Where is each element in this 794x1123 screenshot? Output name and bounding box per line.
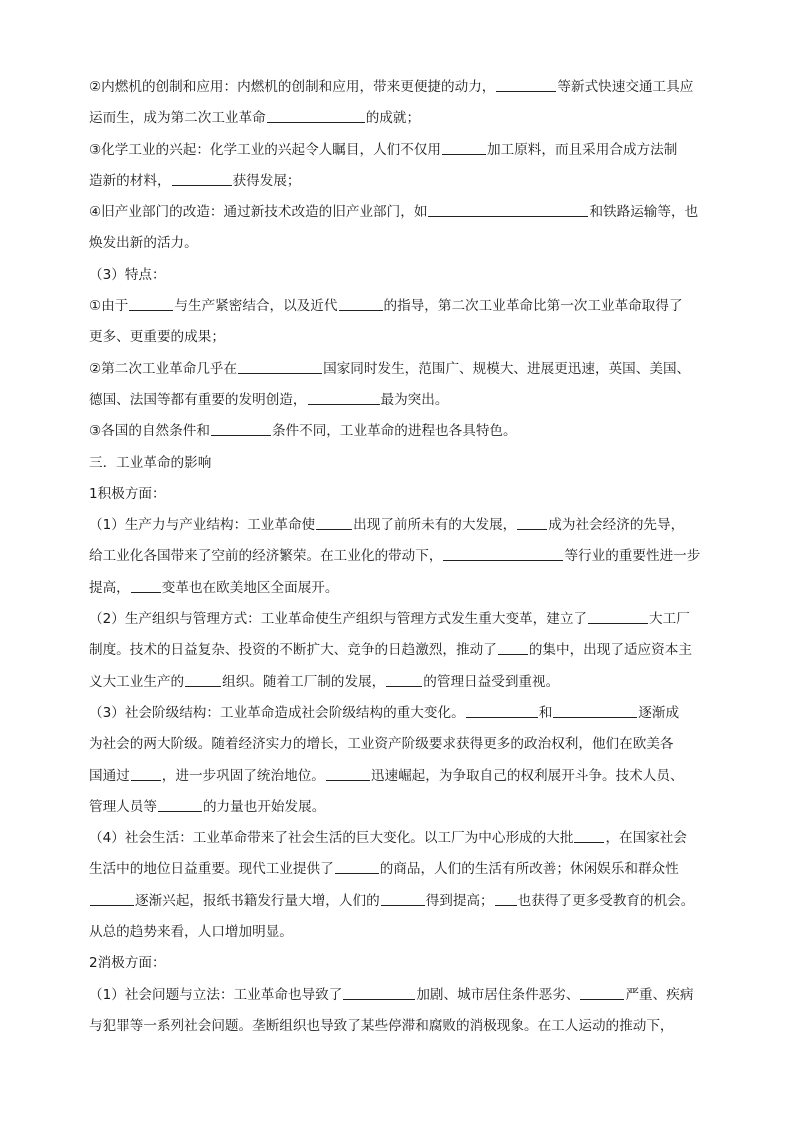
text-segment: （1）生产力与产业结构：工业革命使	[89, 517, 316, 534]
text-segment: ③化学工业的兴起：化学工业的兴起令人瞩目，人们不仅用	[89, 141, 442, 158]
text-segment: 成为社会经济的先导，	[548, 517, 685, 534]
text-segment: 为社会的两大阶级。随着经济实力的增长，工业资产阶级要求获得更多的政治权利，他们在欧美各	[89, 736, 674, 753]
text-line	[89, 510, 711, 541]
text-line	[89, 667, 711, 698]
fill-in-blank	[185, 672, 221, 687]
text-segment: 焕发出新的活力。	[89, 235, 198, 252]
document-body	[89, 72, 711, 1042]
text-segment: 也获得了更多受教育的机会。	[517, 892, 695, 909]
fill-in-blank	[428, 202, 588, 217]
fill-in-blank	[443, 546, 563, 561]
text-segment: ③各国的自然条件和	[89, 423, 210, 440]
text-line	[89, 792, 711, 823]
text-segment: 加剧、城市居住条件恶劣、	[416, 986, 580, 1003]
text-segment: ，进一步巩固了统治地位。	[161, 767, 325, 784]
text-segment: （4）社会生活：工业革命带来了社会生活的巨大变化。以工厂为中心形成的大批	[89, 830, 574, 847]
text-segment: 变革也在欧美地区全面展开。	[161, 579, 339, 596]
fill-in-blank	[442, 140, 486, 155]
text-segment: 的指导，第二次工业革命比第一次工业革命取得了	[383, 298, 683, 315]
text-segment: 的力量也开始发展。	[202, 798, 326, 815]
fill-in-blank	[498, 640, 528, 655]
text-segment: 管理人员等	[89, 798, 157, 815]
fill-in-blank	[553, 703, 637, 718]
text-segment: 国通过	[89, 767, 130, 784]
text-line	[89, 72, 711, 103]
text-segment: 组织。随着工厂制的发展，	[222, 673, 386, 690]
text-line	[89, 541, 711, 572]
text-line	[89, 135, 711, 166]
text-segment: 获得发展；	[232, 172, 301, 189]
text-segment: 等新式快速交通工具应	[557, 79, 694, 95]
fill-in-blank	[316, 515, 352, 530]
text-line	[89, 604, 711, 635]
fill-in-blank	[238, 359, 322, 374]
text-segment: 逐渐兴起，报纸书籍发行量大增，人们的	[135, 892, 380, 909]
text-line	[89, 917, 711, 948]
text-segment: 的成就；	[365, 110, 421, 127]
fill-in-blank	[211, 421, 271, 436]
subsection-heading	[89, 479, 711, 510]
text-line	[89, 103, 711, 134]
text-segment: 国家同时发生，范围广、规模大、进展更迅速，英国、美国、	[323, 360, 691, 377]
text-line	[89, 1011, 711, 1042]
text-line	[89, 573, 711, 604]
fill-in-blank	[158, 797, 202, 812]
fill-in-blank	[466, 703, 538, 718]
fill-in-blank	[517, 515, 547, 530]
text-segment: 从总的趋势来看，人口增加明显。	[89, 924, 293, 941]
text-segment: 严重、疾病	[625, 986, 694, 1003]
text-line	[89, 354, 711, 385]
fill-in-blank	[129, 296, 173, 311]
text-line	[89, 322, 711, 353]
fill-in-blank	[90, 891, 134, 906]
text-segment: 造新的材料，	[89, 172, 171, 189]
text-line	[89, 385, 711, 416]
text-segment: 等行业的重要性进一步	[564, 548, 701, 565]
text-segment: 大工厂	[649, 611, 690, 628]
text-segment: 条件不同，工业革命的进程也各具特色。	[271, 423, 517, 440]
text-line	[89, 698, 711, 729]
text-line	[89, 197, 711, 228]
text-segment: ②第二次工业革命几乎在	[89, 360, 238, 377]
section-heading	[89, 448, 711, 479]
text-segment: （3）社会阶级结构：工业革命造成社会阶级结构的重大变化。	[89, 704, 465, 721]
text-line	[89, 729, 711, 760]
text-line	[89, 854, 711, 885]
text-segment: 三．工业革命的影响	[89, 454, 212, 471]
text-line	[89, 166, 711, 197]
fill-in-blank	[267, 108, 365, 123]
fill-in-blank	[588, 609, 648, 624]
fill-in-blank	[495, 891, 517, 906]
fill-in-blank	[131, 578, 161, 593]
fill-in-blank	[335, 859, 379, 874]
text-segment: 生活中的地位日益重要。现代工业提供了	[89, 861, 334, 878]
text-line	[89, 886, 711, 917]
text-segment: 的管理日益受到重视。	[423, 673, 560, 690]
text-segment: 与生产紧密结合，以及近代	[174, 298, 338, 315]
fill-in-blank	[496, 77, 556, 92]
fill-in-blank	[172, 171, 232, 186]
fill-in-blank	[339, 296, 383, 311]
text-segment: 德国、法国等都有重要的发明创造，	[89, 391, 307, 408]
text-segment: ①由于	[89, 298, 129, 315]
text-segment: 最为突出。	[380, 391, 449, 408]
text-segment: 给工业化各国带来了空前的经济繁荣。在工业化的带动下，	[89, 548, 443, 565]
text-segment: ，在国家社会	[605, 830, 687, 847]
text-segment: 加工原料，而且采用合成方法制	[487, 141, 678, 158]
text-segment: （2）生产组织与管理方式：工业革命使生产组织与管理方式发生重大变革，建立了	[89, 611, 588, 628]
text-line	[89, 823, 711, 854]
text-segment: 更多、更重要的成果；	[89, 329, 225, 346]
text-segment: ④旧产业部门的改造：通过新技术改造的旧产业部门，如	[89, 204, 428, 221]
fill-in-blank	[381, 891, 425, 906]
text-segment: 运而生，成为第二次工业革命	[89, 110, 266, 127]
fill-in-blank	[386, 672, 422, 687]
text-segment: （1）社会问题与立法：工业革命也导致了	[89, 986, 343, 1003]
fill-in-blank	[574, 828, 604, 843]
text-line	[89, 761, 711, 792]
text-line	[89, 416, 711, 447]
text-segment: 和	[538, 704, 553, 721]
text-segment: 逐渐成	[638, 704, 680, 721]
fill-in-blank	[131, 766, 161, 781]
text-line	[89, 635, 711, 666]
subsection-heading	[89, 948, 711, 979]
text-segment: 的商品，人们的生活有所改善；休闲娱乐和群众性	[379, 861, 679, 878]
fill-in-blank	[580, 985, 624, 1000]
text-line	[89, 980, 711, 1011]
text-segment: ②内燃机的创制和应用：内燃机的创制和应用，带来更便捷的动力，	[89, 79, 496, 95]
text-segment: 的集中，出现了适应资本主	[528, 642, 692, 659]
text-segment: 得到提高；	[425, 892, 494, 909]
text-segment: 迅速崛起，为争取自己的权利展开斗争。技术人员、	[370, 767, 684, 784]
text-segment: 提高，	[89, 579, 130, 596]
text-segment: 和铁路运输等，也	[589, 204, 699, 221]
text-line	[89, 260, 711, 291]
text-line	[89, 291, 711, 322]
text-segment: （3）特点：	[89, 266, 166, 283]
text-segment: 义大工业生产的	[89, 673, 185, 690]
text-segment: 1积极方面：	[89, 485, 166, 502]
text-segment: 与犯罪等一系列社会问题。垄断组织也导致了某些停滞和腐败的消极现象。在工人运动的推动下，	[89, 1017, 674, 1034]
text-line	[89, 228, 711, 259]
text-segment: 出现了前所未有的大发展，	[353, 517, 517, 534]
fill-in-blank	[308, 390, 380, 405]
fill-in-blank	[326, 766, 370, 781]
text-segment: 制度。技术的日益复杂、投资的不断扩大、竞争的日趋激烈，推动了	[89, 642, 497, 659]
fill-in-blank	[343, 985, 415, 1000]
text-segment: 2消极方面：	[89, 955, 166, 972]
